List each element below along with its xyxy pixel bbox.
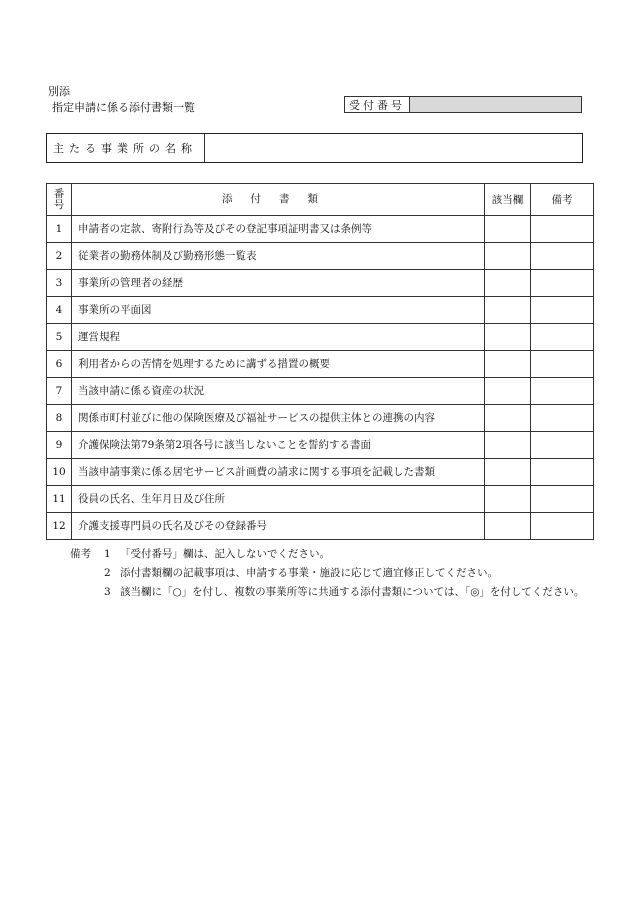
row-document: 事業所の管理者の経歴 bbox=[72, 270, 485, 297]
row-document: 介護保険法第79条第2項各号に該当しないことを誓約する書面 bbox=[72, 432, 485, 459]
note-number: 2 bbox=[104, 567, 111, 579]
row-remarks-cell[interactable] bbox=[531, 351, 594, 378]
attachment-documents-table bbox=[46, 183, 594, 540]
table-header-row bbox=[47, 184, 594, 216]
row-remarks-cell[interactable] bbox=[531, 216, 594, 243]
row-applicable-cell[interactable] bbox=[485, 486, 531, 513]
row-number: 6 bbox=[47, 351, 72, 378]
table-row bbox=[47, 324, 594, 351]
row-remarks-cell[interactable] bbox=[531, 405, 594, 432]
receipt-number-box bbox=[344, 96, 582, 113]
row-applicable-cell[interactable] bbox=[485, 270, 531, 297]
document-title: 指定申請に係る添付書類一覧 bbox=[52, 101, 195, 114]
row-applicable-cell[interactable] bbox=[485, 216, 531, 243]
note-text: 添付書類欄の記載事項は、申請する事業・施設に応じて適宜修正してください。 bbox=[120, 567, 498, 579]
row-applicable-cell[interactable] bbox=[485, 243, 531, 270]
row-remarks-cell[interactable] bbox=[531, 297, 594, 324]
row-applicable-cell[interactable] bbox=[485, 324, 531, 351]
row-number: 10 bbox=[47, 459, 72, 486]
row-document: 利用者からの苦情を処理するために講ずる措置の概要 bbox=[72, 351, 485, 378]
notes-section bbox=[70, 545, 590, 602]
row-document: 役員の氏名、生年月日及び住所 bbox=[72, 486, 485, 513]
row-applicable-cell[interactable] bbox=[485, 513, 531, 540]
row-document: 当該申請に係る資産の状況 bbox=[72, 378, 485, 405]
row-number: 5 bbox=[47, 324, 72, 351]
table-row bbox=[47, 513, 594, 540]
note-number: 3 bbox=[104, 586, 111, 598]
table-row bbox=[47, 405, 594, 432]
row-number: 12 bbox=[47, 513, 72, 540]
table-row bbox=[47, 486, 594, 513]
row-applicable-cell[interactable] bbox=[485, 432, 531, 459]
row-applicable-cell[interactable] bbox=[485, 405, 531, 432]
office-name-field[interactable] bbox=[205, 134, 582, 162]
row-remarks-cell[interactable] bbox=[531, 459, 594, 486]
table-row bbox=[47, 351, 594, 378]
row-document: 当該申請事業に係る居宅サービス計画費の請求に関する事項を記載した書類 bbox=[72, 459, 485, 486]
row-remarks-cell[interactable] bbox=[531, 378, 594, 405]
table-row bbox=[47, 216, 594, 243]
notes-lead: 備考 bbox=[70, 548, 91, 560]
attachment-label: 別添 bbox=[48, 85, 70, 98]
receipt-number-label: 受付番号 bbox=[345, 97, 410, 112]
header-remarks: 備考 bbox=[531, 184, 594, 216]
row-number: 11 bbox=[47, 486, 72, 513]
row-number: 2 bbox=[47, 243, 72, 270]
header-documents: 添付書類 bbox=[72, 184, 485, 216]
table-row bbox=[47, 432, 594, 459]
row-remarks-cell[interactable] bbox=[531, 243, 594, 270]
note-text: 該当欄に「○」を付し、複数の事業所等に共通する添付書類については、「◎」を付してください。 bbox=[120, 586, 585, 598]
office-name-label: 主たる事業所の名称 bbox=[47, 134, 205, 162]
header-number-text: 番号 bbox=[53, 187, 65, 211]
note-3 bbox=[70, 583, 590, 602]
note-2 bbox=[70, 564, 590, 583]
office-name-box bbox=[46, 133, 583, 163]
row-applicable-cell[interactable] bbox=[485, 297, 531, 324]
row-document: 申請者の定款、寄附行為等及びその登記事項証明書又は条例等 bbox=[72, 216, 485, 243]
receipt-number-field[interactable] bbox=[410, 97, 581, 112]
row-number: 4 bbox=[47, 297, 72, 324]
row-document: 事業所の平面図 bbox=[72, 297, 485, 324]
row-document: 従業者の勤務体制及び勤務形態一覧表 bbox=[72, 243, 485, 270]
row-remarks-cell[interactable] bbox=[531, 486, 594, 513]
table-row bbox=[47, 297, 594, 324]
row-remarks-cell[interactable] bbox=[531, 432, 594, 459]
row-number: 8 bbox=[47, 405, 72, 432]
table-row bbox=[47, 243, 594, 270]
row-document: 運営規程 bbox=[72, 324, 485, 351]
row-number: 7 bbox=[47, 378, 72, 405]
row-number: 9 bbox=[47, 432, 72, 459]
row-remarks-cell[interactable] bbox=[531, 513, 594, 540]
table-row bbox=[47, 378, 594, 405]
header-number bbox=[47, 184, 72, 216]
row-document: 介護支援専門員の氏名及びその登録番号 bbox=[72, 513, 485, 540]
row-applicable-cell[interactable] bbox=[485, 351, 531, 378]
note-1 bbox=[70, 545, 590, 564]
row-number: 1 bbox=[47, 216, 72, 243]
row-remarks-cell[interactable] bbox=[531, 324, 594, 351]
row-number: 3 bbox=[47, 270, 72, 297]
note-number: 1 bbox=[104, 548, 111, 560]
note-text: 「受付番号」欄は、記入しないでください。 bbox=[120, 548, 330, 560]
row-applicable-cell[interactable] bbox=[485, 459, 531, 486]
row-applicable-cell[interactable] bbox=[485, 378, 531, 405]
header-applicable: 該当欄 bbox=[485, 184, 531, 216]
table-row bbox=[47, 270, 594, 297]
table-row bbox=[47, 459, 594, 486]
row-remarks-cell[interactable] bbox=[531, 270, 594, 297]
row-document: 関係市町村並びに他の保険医療及び福祉サービスの提供主体との連携の内容 bbox=[72, 405, 485, 432]
